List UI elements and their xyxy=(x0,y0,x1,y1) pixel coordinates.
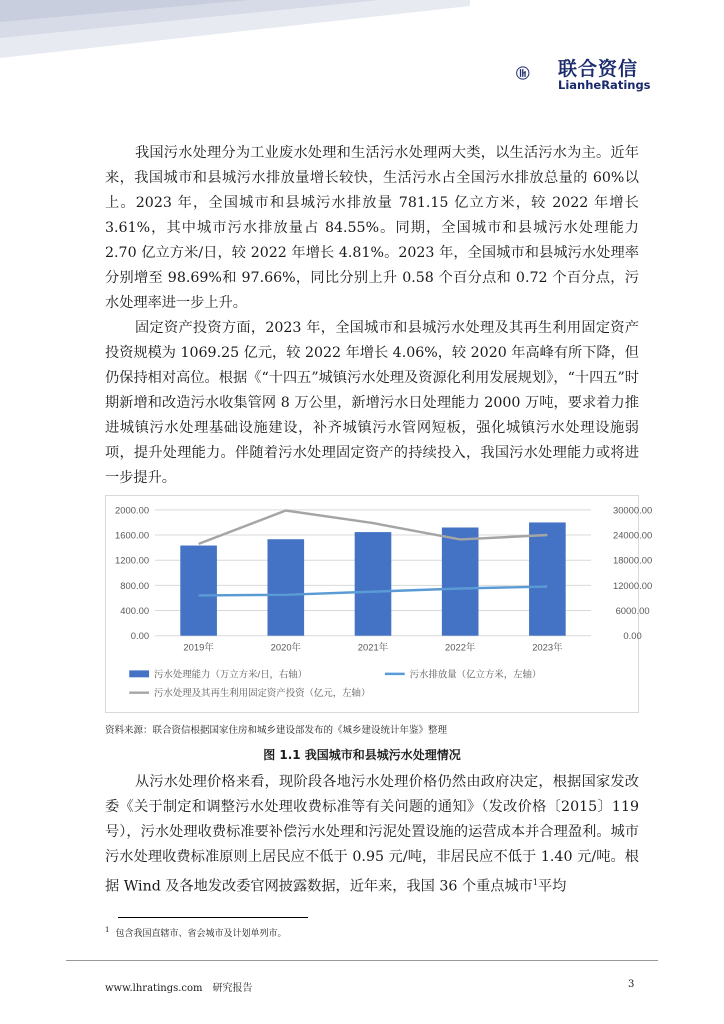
footnote-divider xyxy=(118,917,308,918)
legend-label: 污水处理及其再生利用固定资产投资（亿元，左轴） xyxy=(154,687,371,699)
page-number: 3 xyxy=(628,979,635,990)
paragraph-sewage-overview: 我国污水处理分为工业废水处理和生活污水处理两大类，以生活污水为主。近年来，我国城市和县城污水排放量增长较快，生活污水占全国污水排放总量的 60%以上。2023 年，全国城市和县城污水排放量 781.15 亿立方米，较 2022 年增长 3.61%，其中城市污水排放量占 84.55%。同期，全国城市和县城污水处理能力 2.70 亿立方米/日，较 2022 年增长 4.81%。2023 年，全国城市和县城污水处理率分别增至 98.69%和 97.66%，同比分别上升 0.58 个百分点和 0.72 个百分点，污水处理率进一步上升。 xyxy=(105,145,639,311)
x-axis-tick-label: 2021年 xyxy=(357,641,389,653)
bar-treatment-capacity xyxy=(180,546,217,636)
figure-caption: 图 1.1 我国城市和县城污水处理情况 xyxy=(263,748,461,762)
x-axis-tick-label: 2019年 xyxy=(183,641,214,653)
pricing-text-tail: 平均 xyxy=(537,878,567,895)
right-axis-tick-label: 30000.00 xyxy=(612,504,653,516)
header-decoration xyxy=(0,0,470,70)
left-axis-tick-label: 400.00 xyxy=(120,605,150,617)
left-axis-tick-label: 0.00 xyxy=(130,630,150,642)
paragraph-fixed-asset-investment: 固定资产投资方面，2023 年，全国城市和县城污水处理及其再生利用固定资产投资规模为 1069.25 亿元，较 2022 年增长 4.06%，较 2020 年高峰有所下降，但仍保持相对高位。根据《“十四五”城镇污水处理及资源化利用发展规划》，“十四五”时期新增和改造污水收集管网 8 万公里，新增污水日处理能力 2000 万吨，要求着力推进城镇污水处理基础设施建设，补齐城镇污水管网短板，强化城镇污水处理设施弱项，提升处理能力。伴随着污水处理固定资产的持续投入，我国污水处理能力或将进一步提升。 xyxy=(105,320,639,486)
legend-label: 污水排放量（亿立方米，左轴） xyxy=(409,668,542,680)
footnote-reference[interactable]: 1 xyxy=(532,878,538,887)
footer-left xyxy=(105,979,263,994)
right-axis-tick-label: 12000.00 xyxy=(612,579,653,591)
pricing-text: 从污水处理价格来看，现阶段各地污水处理价格仍然由政府决定，根据国家发改委《关于制定和调整污水处理收费标准等有关问题的通知》（发改价格〔2015〕119 号），污水处理收费标准要补偿污水处理和污泥处置设施的运营成本并合理盈利。城市污水处理收费标准原则上居民应不低于 0.95 元/吨，非居民应不低于 1.40 元/吨。根据 Wind 及各地发改委官网披露数据，近年来，我国 36 个重点城市 xyxy=(105,774,639,895)
legend-label: 污水处理能力（万立方米/日，右轴） xyxy=(154,668,308,680)
footer-label: 研究报告 xyxy=(212,983,253,994)
paragraph-sewage-pricing xyxy=(105,770,639,900)
footnote-mark: 1 xyxy=(105,926,110,934)
right-axis-tick-label: 18000.00 xyxy=(612,554,653,566)
footnote xyxy=(105,926,286,939)
right-axis-tick-label: 0.00 xyxy=(623,630,642,642)
footnote-text: 包含我国直辖市、省会城市及计划单列市。 xyxy=(115,929,287,939)
bar-treatment-capacity xyxy=(442,527,479,635)
x-axis-tick-label: 2020年 xyxy=(270,641,301,653)
lianhe-logo-icon xyxy=(516,52,558,94)
x-axis-tick-label: 2022年 xyxy=(445,641,476,653)
left-axis-tick-label: 1200.00 xyxy=(115,554,150,566)
legend-swatch xyxy=(129,670,149,677)
bar-treatment-capacity xyxy=(267,539,304,635)
left-axis-tick-label: 1600.00 xyxy=(115,529,150,541)
footer-divider xyxy=(66,960,658,961)
right-axis-tick-label: 24000.00 xyxy=(612,529,653,541)
left-axis-tick-label: 800.00 xyxy=(120,579,150,591)
logo-text-english: LianheRatings xyxy=(558,78,651,92)
right-axis-tick-label: 6000.00 xyxy=(615,605,650,617)
footer-website[interactable]: www.lhratings.com xyxy=(105,983,203,994)
sewage-chart xyxy=(105,495,653,713)
source-note: 资料来源：联合资信根据国家住房和城乡建设部发布的《城乡建设统计年鉴》整理 xyxy=(105,725,448,736)
bar-treatment-capacity xyxy=(355,532,392,636)
x-axis-tick-label: 2023年 xyxy=(532,641,563,653)
logo-text-chinese: 联合资信 xyxy=(558,58,639,80)
left-axis-tick-label: 2000.00 xyxy=(115,504,150,516)
bar-treatment-capacity xyxy=(529,522,566,635)
